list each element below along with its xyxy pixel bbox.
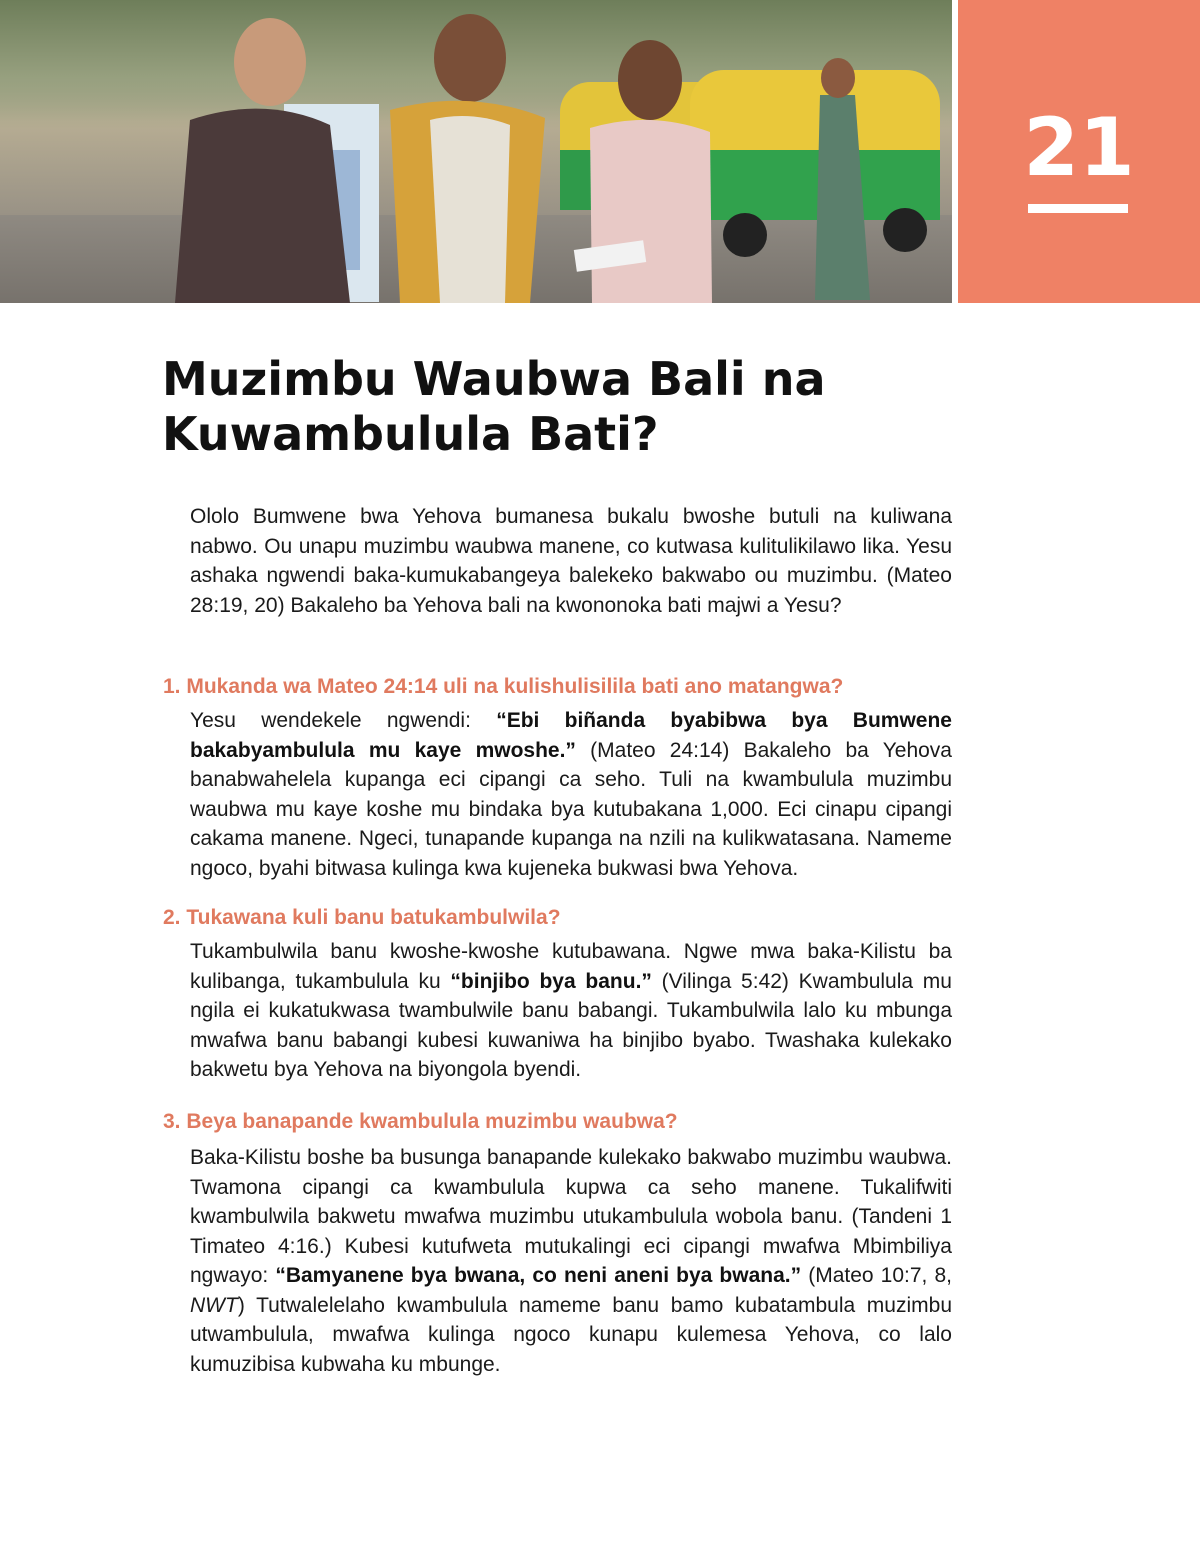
answer-3	[190, 1143, 952, 1379]
answer-2-text-b: (Vilinga 5:42) Kwambulula mu ngila ei kukatukwasa twambulwile banu babangi. Tukambulwila lalo ku mbunga mwafwa banu babangi kubesi kuwaniwa ha binjibo byabo. Twashaka kulekako bakwetu bya Yehova na biyongola byendi.	[190, 969, 952, 1081]
answer-1	[190, 706, 952, 883]
chapter-rule	[1028, 204, 1128, 213]
chapter-box	[958, 0, 1200, 303]
answer-3-text-b: (Mateo 10:7, 8,	[801, 1264, 952, 1287]
person-right	[590, 120, 712, 303]
answer-3-text-c: ) Tutwalelelaho kwambulula nameme banu bamo kubatambula muzimbu utwambulula, mwafwa kulinga ngoco kunapu kulemesa Yehova, co lalo kumuzibisa kubwaha ku mbunge.	[190, 1293, 952, 1376]
answer-1-quote: “Ebi biñanda byabibwa bya Bumwene bakabyambulula mu kaye mwoshe.”	[190, 709, 952, 762]
answer-2	[190, 937, 952, 1085]
chapter-number: 21	[1023, 101, 1135, 194]
answer-1-text-a: Yesu wendekele ngwendi:	[190, 709, 497, 732]
page-title	[162, 352, 962, 462]
answer-3-quote: “Bamyanene bya bwana, co neni aneni bya bwana.”	[275, 1264, 802, 1287]
question-2: 2. Tukawana kuli banu batukambulwila?	[163, 906, 561, 929]
question-3: 3. Beya banapande kwambulula muzimbu waubwa?	[163, 1110, 678, 1133]
person-left-head	[234, 18, 306, 106]
question-1: 1. Mukanda wa Mateo 24:14 uli na kulishulisilila bati ano matangwa?	[163, 675, 844, 698]
answer-1-text-b: (Mateo 24:14) Bakaleho ba Yehova banabwahelela kupanga eci cipangi ca seho. Tuli na kwambulula muzimbu waubwa mu kaye koshe mu bindaka bya kutubakana 1,000. Eci cinapu cipangi cakama manene. Ngeci, tunapande kupanga na nzili na kulikwatasana. Nameme ngoco, byahi bitwasa kulinga kwa kujeneka bukwasi bwa Yehova.	[190, 738, 952, 880]
person-right-head	[618, 40, 682, 120]
person-middle-head	[434, 14, 506, 102]
answer-3-text-a: Baka-Kilistu boshe ba busunga banapande kulekako bakwabo muzimbu waubwa. Twamona cipangi ca kwambulula kupwa ca seho manene. Tukalifwiti kwambulwila bakwetu mwafwa muzimbu utukambulula wobola banu. (Tandeni 1 Timateo 4:16.) Kubesi kutufweta mutukalingi eci cipangi mwafwa Mbimbiliya ngwayo:	[190, 1146, 952, 1287]
answer-3-nwt: NWT	[190, 1293, 238, 1317]
title-line-2: Kuwambulula Bati?	[162, 407, 659, 461]
photo-illustration	[0, 0, 952, 303]
answer-2-text-a: Tukambulwila banu kwoshe-kwoshe kutubawana. Ngwe mwa baka-Kilistu ba kulibanga, tukambulula ku	[190, 940, 952, 993]
person-left	[175, 109, 350, 303]
intro-paragraph: Ololo Bumwene bwa Yehova bumanesa bukalu bwoshe butuli na kuliwana nabwo. Ou unapu muzimbu waubwa manene, co kutwasa kulitulikilawo lika. Yesu ashaka ngwendi baka-kumukabangeya balekeko bakwabo ou muzimbu. (Mateo 28:19, 20) Bakaleho ba Yehova bali na kwononoka bati majwi a Yesu?	[190, 505, 952, 617]
hero-photo	[0, 0, 952, 303]
title-line-1: Muzimbu Waubwa Bali na	[162, 352, 826, 406]
answer-2-quote: “binjibo bya banu.”	[450, 969, 652, 993]
